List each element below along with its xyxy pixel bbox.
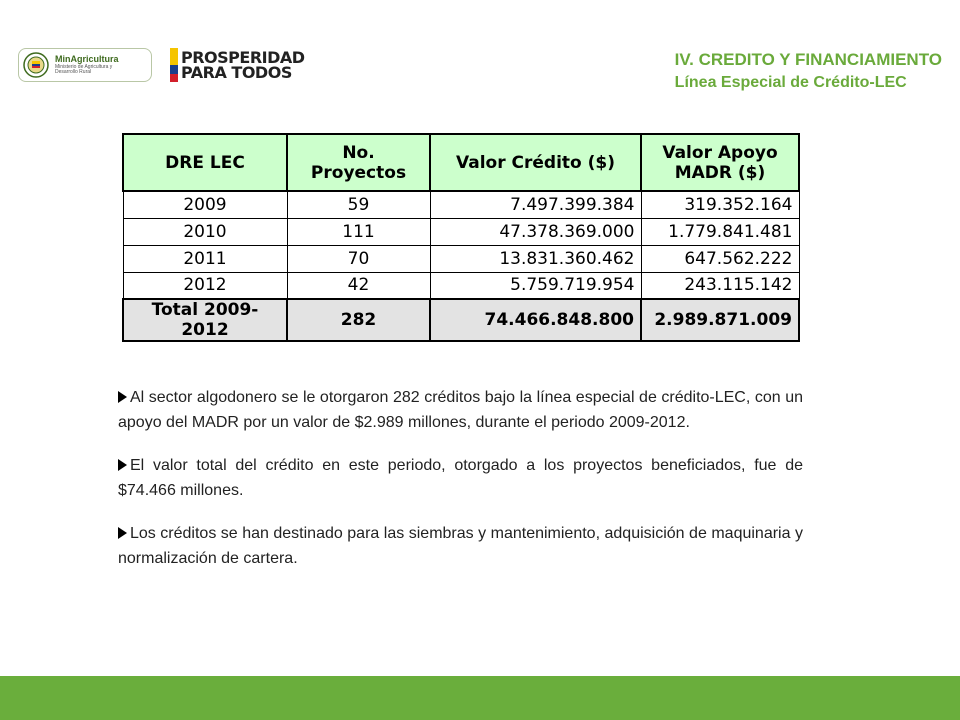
cell-credit: 5.759.719.954 [430, 272, 641, 299]
arrow-bullet-icon [118, 391, 127, 403]
cell-total-credit: 74.466.848.800 [430, 299, 641, 341]
table-total-row [123, 299, 799, 341]
table-row [123, 218, 799, 245]
cell-projects: 42 [287, 272, 430, 299]
cell-year: 2011 [123, 245, 287, 272]
logo2-line1: PROSPERIDAD [181, 47, 305, 67]
cell-credit: 47.378.369.000 [430, 218, 641, 245]
header-support-line2: MADR ($) [674, 162, 766, 183]
bullet-text: Al sector algodonero se le otorgaron 282 créditos bajo la línea especial de crédito-LEC, con un apoyo del MADR por un valor de $2.989 millones, durante el periodo 2009-2012. [118, 389, 803, 431]
bullet-item [118, 385, 803, 435]
credit-table [122, 133, 800, 342]
cell-year: 2012 [123, 272, 287, 299]
bullet-item [118, 453, 803, 503]
footer-bar [0, 676, 960, 720]
prosperidad-logo [170, 46, 305, 84]
logo1-name: MinAgricultura [55, 54, 119, 64]
bullet-list [118, 385, 803, 589]
cell-total-support: 2.989.871.009 [641, 299, 799, 341]
coat-of-arms-icon [23, 52, 49, 78]
arrow-bullet-icon [118, 459, 127, 471]
table-row [123, 245, 799, 272]
cell-support: 319.352.164 [641, 191, 799, 218]
cell-support: 243.115.142 [641, 272, 799, 299]
logo1-subtitle: Ministerio de Agricultura y Desarrollo Rural [55, 64, 113, 75]
flag-icon [170, 48, 178, 82]
cell-support: 1.779.841.481 [641, 218, 799, 245]
bullet-item [118, 521, 803, 571]
cell-projects: 111 [287, 218, 430, 245]
cell-total-label: Total 2009-2012 [123, 299, 287, 341]
page-title: IV. CREDITO Y FINANCIAMIENTO [674, 50, 942, 69]
arrow-bullet-icon [118, 527, 127, 539]
header-cell-dre: DRE LEC [123, 134, 287, 191]
header-cell-support [641, 134, 799, 191]
header-cell-credit: Valor Crédito ($) [430, 134, 641, 191]
bullet-text: El valor total del crédito en este periodo, otorgado a los proyectos beneficiados, fue de $74.466 millones. [118, 457, 803, 499]
section-heading [675, 50, 942, 92]
header-support-line1: Valor Apoyo [662, 142, 778, 163]
table-header-row [123, 134, 799, 191]
cell-year: 2009 [123, 191, 287, 218]
table-row [123, 272, 799, 299]
logo2-line2: PARA TODOS [181, 63, 292, 82]
cell-projects: 59 [287, 191, 430, 218]
cell-credit: 7.497.399.384 [430, 191, 641, 218]
cell-total-projects: 282 [287, 299, 430, 341]
minagricultura-logo [18, 48, 152, 82]
cell-projects: 70 [287, 245, 430, 272]
cell-year: 2010 [123, 218, 287, 245]
cell-credit: 13.831.360.462 [430, 245, 641, 272]
table-row [123, 191, 799, 218]
header-cell-projects: No. Proyectos [287, 134, 430, 191]
bullet-text: Los créditos se han destinado para las siembras y mantenimiento, adquisición de maquinaria y normalización de cartera. [118, 525, 803, 567]
cell-support: 647.562.222 [641, 245, 799, 272]
page-subtitle: Línea Especial de Crédito-LEC [674, 74, 907, 91]
